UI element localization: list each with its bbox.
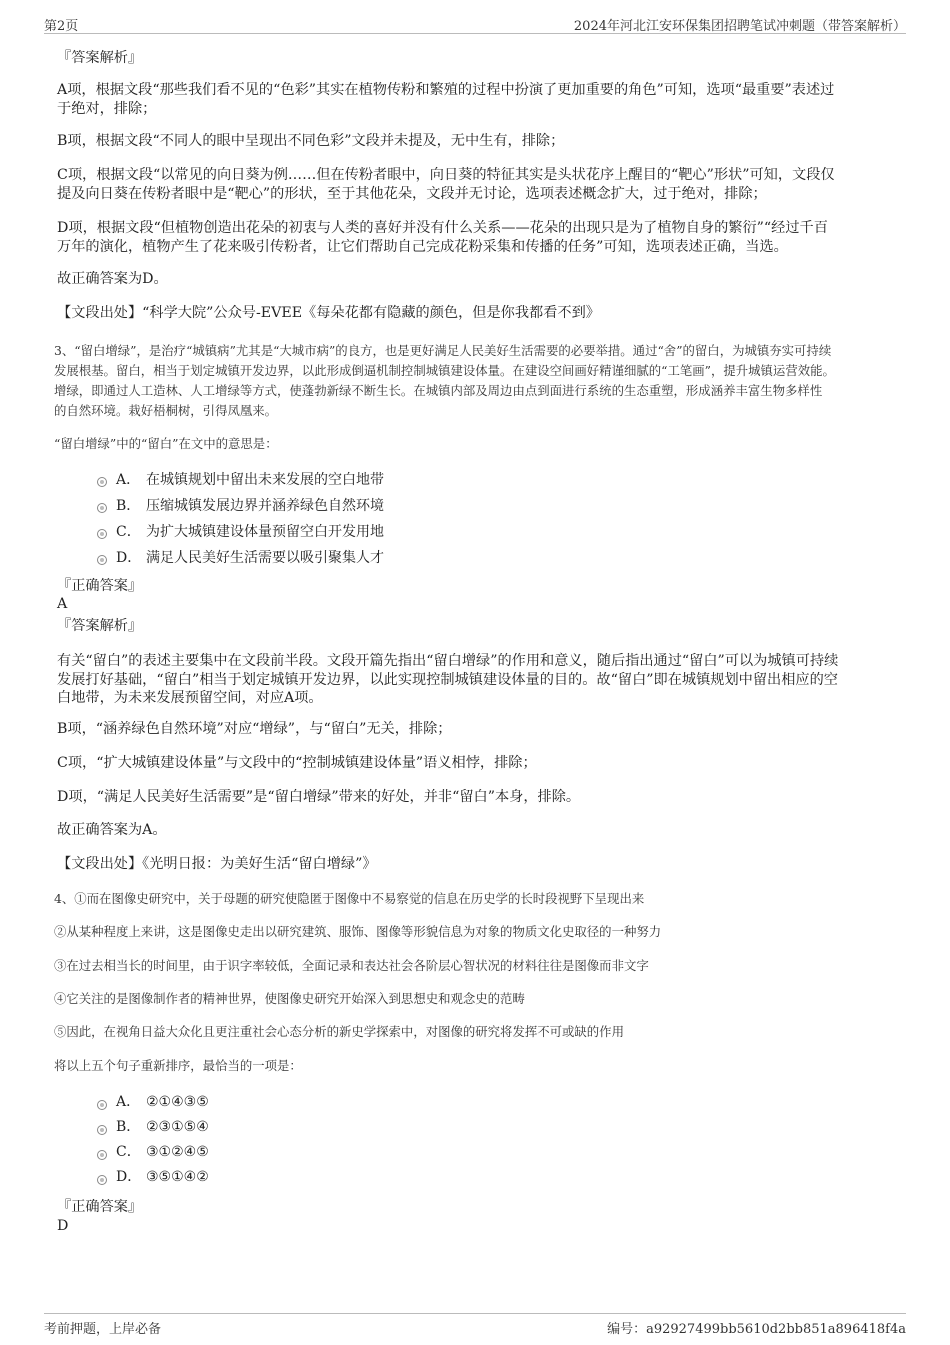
option-letter: A． xyxy=(116,1094,141,1110)
q3-passage-line4: 的自然环境。栽好梧桐树，引得凤凰来。 xyxy=(54,403,278,418)
q4-sentence-4: ④它关注的是图像制作者的精神世界，使图像史研究开始深入到思想史和观念史的范畴 xyxy=(54,991,525,1006)
radio-icon[interactable] xyxy=(97,529,107,539)
q2-analysis-c-line1: C项，根据文段“以常见的向日葵为例……但在传粉者眼中，向日葵的特征其实是头状花序上醒目的“靶心”形状”可知，文段仅 xyxy=(57,167,835,183)
q4-sentence-3: ③在过去相当长的时间里，由于识字率较低，全面记录和表达社会各阶层心智状况的材料往往是图像而非文字 xyxy=(54,958,649,973)
q4-correct-answer: D xyxy=(57,1218,69,1234)
q3-passage-line1: 3、“留白增绿”，是治疗“城镇病”尤其是“大城市病”的良方，也是更好满足人民美好生活需要的必要举措。通过“舍”的留白，为城镇夯实可持续 xyxy=(54,343,832,358)
option-text: 在城镇规划中留出未来发展的空白地带 xyxy=(146,472,384,488)
q2-source: 【文段出处】“科学大院”公众号-EVEE《每朵花都有隐藏的颜色，但是你我都看不到》 xyxy=(57,305,600,321)
footer-serial: 编号：a92927499bb5610d2bb851a896418f4a xyxy=(607,1322,906,1337)
q3-source: 【文段出处】《光明日报：为美好生活“留白增绿”》 xyxy=(57,856,377,872)
q3-analysis-line1: 有关“留白”的表述主要集中在文段前半段。文段开篇先指出“留白增绿”的作用和意义，随后指出通过“留白”可以为城镇可持续 xyxy=(57,653,839,669)
page-footer xyxy=(44,1313,906,1335)
option-letter: A． xyxy=(116,472,141,488)
page-header xyxy=(44,12,906,34)
option-letter: D． xyxy=(116,1169,142,1185)
radio-icon[interactable] xyxy=(97,1175,107,1185)
q2-analysis-b: B项，根据文段“不同人的眼中呈现出不同色彩”文段并未提及，无中生有，排除； xyxy=(57,133,565,149)
q3-analysis-b: B项，“涵养绿色自然环境”对应“增绿”，与“留白”无关，排除； xyxy=(57,721,452,737)
q2-analysis-a-line2: 于绝对，排除； xyxy=(57,101,157,117)
q3-passage-line2: 发展根基。留白，相当于划定城镇开发边界，以此形成倒逼机制控制城镇建设体量。在建设空间画好精谨细腻的“工笔画”，提升城镇运营效能。 xyxy=(54,363,835,378)
radio-icon[interactable] xyxy=(97,555,107,565)
q2-analysis-c-line2: 提及向日葵在传粉者眼中是“靶心”的形状，至于其他花朵，文段并无讨论，选项表述概念扩大，过于绝对，排除； xyxy=(57,186,767,202)
radio-icon[interactable] xyxy=(97,1150,107,1160)
option-text: ②③①⑤④ xyxy=(146,1119,209,1135)
q4-sentence-2: ②从某种程度上来讲，这是图像史走出以研究建筑、服饰、图像等形貌信息为对象的物质文化史取径的一种努力 xyxy=(54,924,662,939)
q3-analysis-line3: 白地带，为未来发展预留空间，对应A项。 xyxy=(57,690,323,706)
option-text: ③①②④⑤ xyxy=(146,1144,209,1160)
document-title: 2024年河北江安环保集团招聘笔试冲刺题（带答案解析） xyxy=(573,19,906,34)
option-text: 压缩城镇发展边界并涵养绿色自然环境 xyxy=(146,498,384,514)
option-letter: B． xyxy=(116,498,141,514)
radio-icon[interactable] xyxy=(97,1125,107,1135)
q2-analysis-a-line1: A项，根据文段“那些我们看不见的“色彩”其实在植物传粉和繁殖的过程中扮演了更加重要的角色”可知，选项“最重要”表述过 xyxy=(57,82,835,98)
q4-sentence-5: ⑤因此，在视角日益大众化且更注重社会心态分析的新史学探索中，对图像的研究将发挥不可或缺的作用 xyxy=(54,1024,624,1039)
radio-icon[interactable] xyxy=(97,1100,107,1110)
radio-icon[interactable] xyxy=(97,477,107,487)
q2-analysis-label: 『答案解析』 xyxy=(57,50,143,66)
q4-correct-label: 『正确答案』 xyxy=(57,1199,143,1215)
q4-question: 将以上五个句子重新排序，最恰当的一项是： xyxy=(54,1058,302,1073)
q3-question: “留白增绿”中的“留白”在文中的意思是： xyxy=(54,436,278,451)
option-letter: C． xyxy=(116,1144,141,1160)
q2-analysis-d-line1: D项，根据文段“但植物创造出花朵的初衷与人类的喜好并没有什么关系——花朵的出现只是为了植物自身的繁衍”“经过千百 xyxy=(57,220,828,236)
option-letter: C． xyxy=(116,524,141,540)
q3-correct-label: 『正确答案』 xyxy=(57,578,143,594)
footer-slogan: 考前押题，上岸必备 xyxy=(44,1322,162,1337)
q3-conclusion: 故正确答案为A。 xyxy=(57,822,167,838)
page-number: 第2页 xyxy=(44,19,79,34)
q3-analysis-line2: 发展打好基础，“留白”相当于划定城镇开发边界，以此实现控制城镇建设体量的目的。故“留白”即在城镇规划中留出相应的空 xyxy=(57,672,838,688)
q3-passage-line3: 增绿，即通过人工造林、人工增绿等方式，使蓬勃新绿不断生长。在城镇内部及周边由点到面进行系统的生态重塑，形成涵养丰富生物多样性 xyxy=(54,383,823,398)
option-text: ③⑤①④② xyxy=(146,1169,209,1185)
q2-analysis-d-line2: 万年的演化，植物产生了花来吸引传粉者，让它们帮助自己完成花粉采集和传播的任务”可知，选项表述正确，当选。 xyxy=(57,239,788,255)
q3-analysis-c: C项，“扩大城镇建设体量”与文段中的“控制城镇建设体量”语义相悖，排除； xyxy=(57,755,537,771)
option-letter: B． xyxy=(116,1119,141,1135)
q3-analysis-d: D项，“满足人民美好生活需要”是“留白增绿”带来的好处，并非“留白”本身，排除。 xyxy=(57,789,581,805)
option-text: 为扩大城镇建设体量预留空白开发用地 xyxy=(146,524,384,540)
option-text: 满足人民美好生活需要以吸引聚集人才 xyxy=(146,550,384,566)
q3-analysis-label: 『答案解析』 xyxy=(57,618,143,634)
option-text: ②①④③⑤ xyxy=(146,1094,209,1110)
q4-sentence-1: 4、①而在图像史研究中，关于母题的研究使隐匿于图像中不易察觉的信息在历史学的长时段视野下呈现出来 xyxy=(54,891,645,906)
option-letter: D． xyxy=(116,550,142,566)
q3-correct-answer: A xyxy=(57,596,68,612)
radio-icon[interactable] xyxy=(97,503,107,513)
q2-conclusion: 故正确答案为D。 xyxy=(57,271,168,287)
